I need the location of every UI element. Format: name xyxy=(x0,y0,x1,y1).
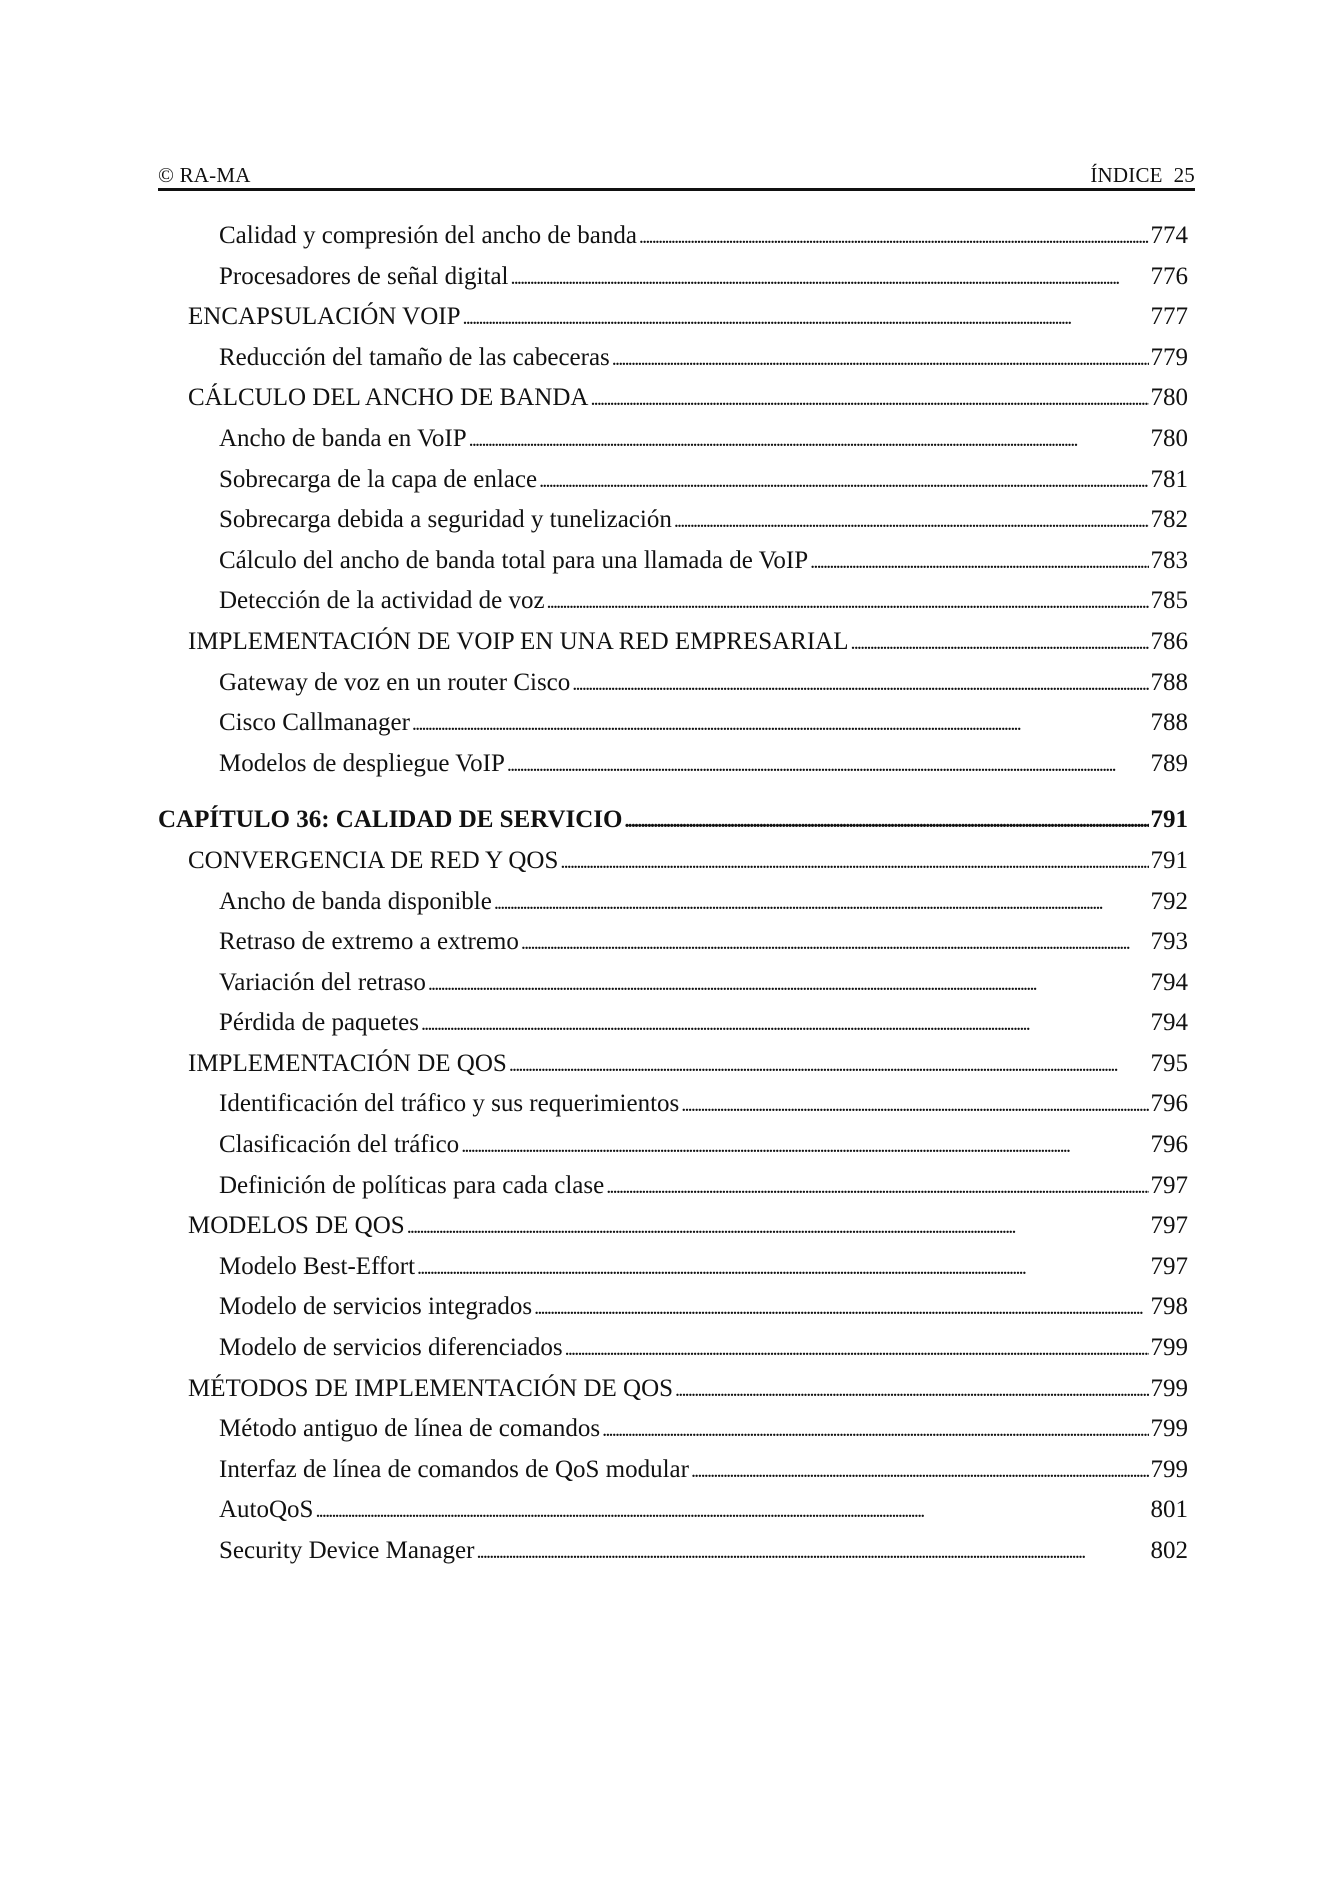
toc-entry-title: Variación del retraso xyxy=(219,968,426,996)
toc-page-number: 797 xyxy=(1150,1171,1188,1199)
toc-entry-title: MODELOS DE QOS xyxy=(188,1212,405,1240)
toc-dot-leader xyxy=(534,1293,1148,1321)
toc-page-number: 796 xyxy=(1150,1131,1188,1159)
toc-entry-row xyxy=(158,1131,1188,1172)
toc-entry-row xyxy=(158,669,1188,710)
toc-entry-title: IMPLEMENTACIÓN DE VOIP EN UNA RED EMPRESARIAL xyxy=(188,627,849,655)
toc-entry-row xyxy=(158,709,1188,750)
toc-chapter-row xyxy=(158,806,1188,847)
toc-entry-title: Interfaz de línea de comandos de QoS modular xyxy=(219,1455,689,1483)
toc-entry-row xyxy=(158,344,1188,385)
toc-page-number: 792 xyxy=(1150,887,1188,915)
toc-page-number: 776 xyxy=(1150,262,1188,290)
toc-entry-title: Retraso de extremo a extremo xyxy=(219,928,519,956)
toc-page-number: 791 xyxy=(1150,846,1188,874)
toc-dot-leader xyxy=(421,1009,1149,1037)
toc-entry-row xyxy=(158,888,1188,929)
toc-entry-row xyxy=(158,1496,1188,1537)
toc-dot-leader xyxy=(810,547,1148,575)
toc-entry-title: CAPÍTULO 36: CALIDAD DE SERVICIO xyxy=(158,806,623,834)
toc-page-number: 799 xyxy=(1150,1415,1188,1443)
toc-entry-row xyxy=(158,1253,1188,1294)
toc-page-number: 799 xyxy=(1150,1455,1188,1483)
toc-dot-leader xyxy=(511,263,1149,291)
toc-dot-leader xyxy=(469,425,1149,453)
toc-entry-title: Security Device Manager xyxy=(219,1537,475,1564)
toc-dot-leader xyxy=(547,587,1149,615)
toc-page-number: 794 xyxy=(1150,1009,1188,1037)
toc-page-number: 802 xyxy=(1150,1537,1188,1564)
page-header xyxy=(158,160,1195,188)
toc-entry-row xyxy=(158,466,1188,507)
toc-dot-leader xyxy=(560,847,1148,875)
toc-entry-title: AutoQoS xyxy=(219,1496,314,1524)
toc-entry-title: Modelos de despliegue VoIP xyxy=(219,749,505,777)
toc-entry-row xyxy=(158,969,1188,1010)
toc-page-number: 781 xyxy=(1150,465,1188,493)
toc-page-number: 779 xyxy=(1150,343,1188,371)
toc-dot-leader xyxy=(851,628,1149,656)
toc-entry-title: Procesadores de señal digital xyxy=(219,262,509,290)
toc-page-number: 801 xyxy=(1150,1496,1188,1524)
toc-dot-leader xyxy=(606,1172,1148,1200)
toc-entry-row xyxy=(158,384,1188,425)
toc-page-number: 788 xyxy=(1150,668,1188,696)
toc-entry-title: CONVERGENCIA DE RED Y QOS xyxy=(188,846,559,874)
header-publisher: © RA-MA xyxy=(158,163,251,187)
toc-dot-leader xyxy=(539,466,1148,494)
toc-entry-row xyxy=(158,263,1188,304)
toc-dot-leader xyxy=(428,969,1149,997)
toc-page-number: 789 xyxy=(1150,749,1188,777)
toc-entry-title: Sobrecarga de la capa de enlace xyxy=(219,465,538,493)
toc-page-number: 782 xyxy=(1150,506,1188,534)
toc-page-number: 795 xyxy=(1150,1049,1188,1077)
toc-page-number: 774 xyxy=(1150,222,1188,249)
toc-entry-title: Cisco Callmanager xyxy=(219,709,410,737)
toc-entry-row xyxy=(158,1050,1188,1091)
toc-dot-leader xyxy=(674,506,1149,534)
toc-dot-leader xyxy=(612,344,1149,372)
toc-entry-title: Reducción del tamaño de las cabeceras xyxy=(219,343,610,371)
toc-dot-leader xyxy=(521,928,1149,956)
toc-page-number: 794 xyxy=(1150,968,1188,996)
toc-dot-leader xyxy=(507,750,1149,778)
toc-dot-leader xyxy=(417,1253,1148,1281)
toc-entry-row xyxy=(158,222,1188,263)
toc-entry-title: Clasificación del tráfico xyxy=(219,1131,460,1159)
toc-entry-row xyxy=(158,1172,1188,1213)
toc-entry-row xyxy=(158,547,1188,588)
toc-entry-row xyxy=(158,425,1188,466)
toc-dot-leader xyxy=(681,1090,1148,1118)
toc-page-number: 798 xyxy=(1150,1293,1188,1321)
toc-page-number: 780 xyxy=(1150,424,1188,452)
toc-dot-leader xyxy=(463,303,1149,331)
toc-entry-row xyxy=(158,1456,1188,1497)
toc-page-number: 799 xyxy=(1150,1374,1188,1402)
toc-entry-row xyxy=(158,1293,1188,1334)
toc-entry-row xyxy=(158,1009,1188,1050)
toc-entry-title: Sobrecarga debida a seguridad y tunelización xyxy=(219,506,672,534)
toc-entry-row xyxy=(158,1375,1188,1416)
toc-dot-leader xyxy=(509,1050,1149,1078)
toc-page-number: 788 xyxy=(1150,709,1188,737)
toc-page-number: 780 xyxy=(1150,384,1188,412)
toc-entry-title: Cálculo del ancho de banda total para una llamada de VoIP xyxy=(219,546,809,574)
toc-page-number: 799 xyxy=(1150,1334,1188,1362)
toc-page-number: 791 xyxy=(1150,806,1188,834)
toc-entry-title: Pérdida de paquetes xyxy=(219,1009,419,1037)
toc-entry-row xyxy=(158,303,1188,344)
toc-page-number: 786 xyxy=(1150,627,1188,655)
toc-dot-leader xyxy=(572,669,1148,697)
toc-page-number: 777 xyxy=(1150,303,1188,331)
table-of-contents xyxy=(158,222,1188,1578)
toc-entry-title: Método antiguo de línea de comandos xyxy=(219,1415,601,1443)
toc-dot-leader xyxy=(315,1496,1148,1524)
header-rule xyxy=(158,188,1195,191)
toc-dot-leader xyxy=(624,806,1148,834)
toc-entry-row xyxy=(158,1415,1188,1456)
toc-entry-title: Calidad y compresión del ancho de banda xyxy=(219,222,637,249)
toc-entry-title: MÉTODOS DE IMPLEMENTACIÓN DE QOS xyxy=(188,1374,674,1402)
toc-entry-row xyxy=(158,1212,1188,1253)
toc-dot-leader xyxy=(461,1131,1148,1159)
toc-page-number: 783 xyxy=(1150,546,1188,574)
toc-entry-title: IMPLEMENTACIÓN DE QOS xyxy=(188,1049,507,1077)
toc-entry-title: Modelo de servicios diferenciados xyxy=(219,1334,563,1362)
toc-entry-title: ENCAPSULACIÓN VOIP xyxy=(188,303,461,331)
toc-entry-title: Modelo Best-Effort xyxy=(219,1252,416,1280)
toc-entry-title: Ancho de banda disponible xyxy=(219,887,492,915)
toc-entry-title: CÁLCULO DEL ANCHO DE BANDA xyxy=(188,384,589,412)
toc-entry-row xyxy=(158,1537,1188,1578)
toc-entry-title: Definición de políticas para cada clase xyxy=(219,1171,605,1199)
toc-dot-leader xyxy=(639,222,1149,250)
toc-dot-leader xyxy=(412,709,1149,737)
toc-entry-title: Ancho de banda en VoIP xyxy=(219,424,467,452)
toc-entry-row xyxy=(158,847,1188,888)
toc-entry-title: Detección de la actividad de voz xyxy=(219,587,545,615)
toc-entry-row xyxy=(158,928,1188,969)
toc-page-number: 797 xyxy=(1150,1212,1188,1240)
toc-dot-leader xyxy=(407,1212,1149,1240)
toc-entry-title: Modelo de servicios integrados xyxy=(219,1293,533,1321)
toc-dot-leader xyxy=(590,384,1148,412)
toc-dot-leader xyxy=(675,1375,1148,1403)
toc-dot-leader xyxy=(494,888,1149,916)
header-section-page: ÍNDICE 25 xyxy=(1090,163,1195,187)
toc-entry-title: Identificación del tráfico y sus requerimientos xyxy=(219,1090,680,1118)
toc-entry-row xyxy=(158,628,1188,669)
toc-page-number: 796 xyxy=(1150,1090,1188,1118)
toc-dot-leader xyxy=(476,1537,1148,1565)
toc-entry-row xyxy=(158,750,1188,791)
toc-entry-row xyxy=(158,1334,1188,1375)
toc-page-number: 793 xyxy=(1150,928,1188,956)
toc-page-number: 797 xyxy=(1150,1252,1188,1280)
toc-entry-title: Gateway de voz en un router Cisco xyxy=(219,668,571,696)
toc-entry-row xyxy=(158,1090,1188,1131)
toc-dot-leader xyxy=(565,1334,1149,1362)
toc-dot-leader xyxy=(691,1456,1149,1484)
toc-entry-row xyxy=(158,506,1188,547)
toc-entry-row xyxy=(158,587,1188,628)
toc-dot-leader xyxy=(602,1415,1148,1443)
toc-page-number: 785 xyxy=(1150,587,1188,615)
